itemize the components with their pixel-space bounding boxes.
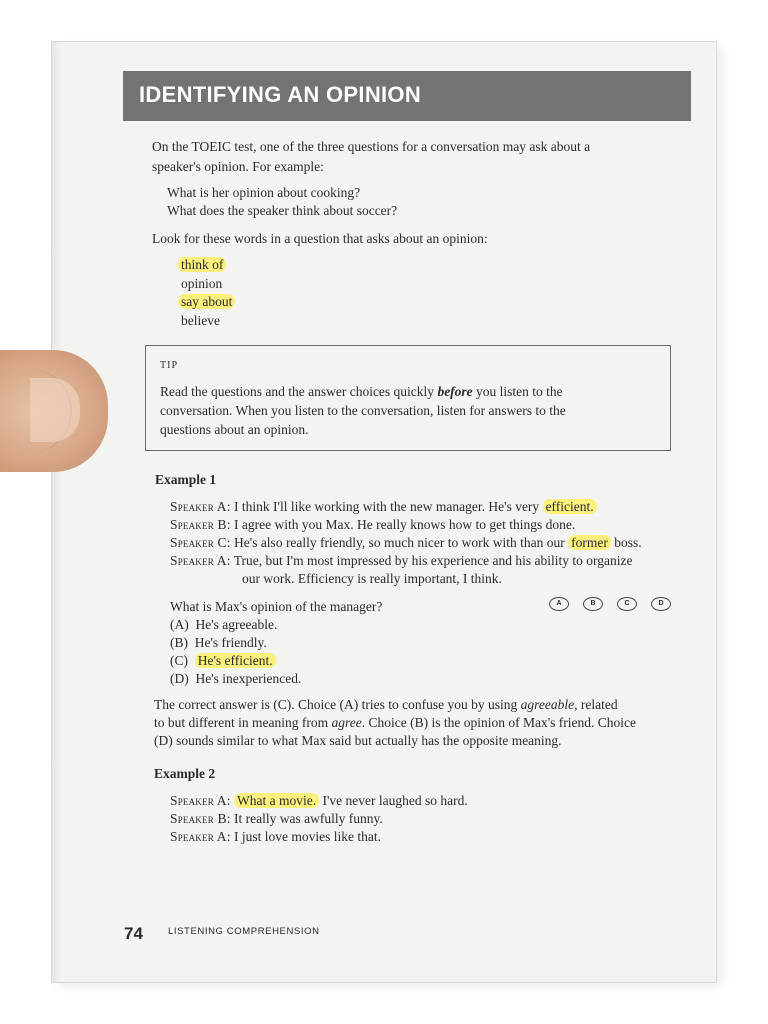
answer-bubble-d[interactable]: D: [651, 597, 671, 611]
highlighted-word: former: [568, 535, 611, 550]
tip-text: Read the questions and the answer choices quickly: [160, 384, 438, 399]
choice-letter: (B): [170, 635, 188, 650]
example-1-question: What is Max's opinion of the manager?: [170, 599, 383, 614]
dialogue-text: I just love movies like that.: [234, 829, 381, 844]
example-question-1: What is her opinion about cooking?: [167, 185, 361, 200]
speaker-label: Speaker A:: [170, 829, 231, 844]
choice-text-highlighted: He's efficient.: [195, 653, 276, 668]
dialogue-text: He's also really friendly, so much nicer to work with than our: [234, 535, 569, 550]
tip-emphasis: before: [437, 384, 473, 399]
tip-line-2: conversation. When you listen to the conversation, listen for answers to the: [160, 403, 566, 418]
dialogue-line: [170, 534, 642, 552]
answer-bubble-b[interactable]: B: [583, 597, 603, 611]
dialogue-text: I think I'll like working with the new manager. He's very: [234, 499, 543, 514]
choice-text: He's friendly.: [194, 635, 267, 650]
intro-line-2: speaker's opinion. For example:: [152, 159, 324, 174]
keyword-opinion: opinion: [181, 276, 223, 291]
explanation-text: The correct answer is (C). Choice (A) tries to confuse you by using: [154, 697, 521, 712]
dialogue-text: It really was awfully funny.: [234, 811, 383, 826]
example-1-title: Example 1: [155, 472, 217, 487]
keyword-think-of: [178, 256, 226, 274]
answer-choice: [170, 634, 267, 652]
section-title: IDENTIFYING AN OPINION: [139, 82, 422, 107]
choice-text: He's inexperienced.: [195, 671, 302, 686]
thumb-nail: [30, 378, 80, 442]
dialogue-line-continued: our work. Efficiency is really important, I think.: [242, 571, 502, 586]
section-footer-label: LISTENING COMPREHENSION: [168, 926, 320, 937]
tip-box: [145, 345, 671, 451]
tip-text: you listen to the: [472, 384, 563, 399]
speaker-label: Speaker A:: [170, 553, 231, 568]
speaker-label: Speaker A:: [170, 793, 231, 808]
explanation-text: , related: [574, 697, 618, 712]
page-number: 74: [124, 924, 143, 943]
answer-choice: [170, 616, 277, 634]
explanation-line-1: [154, 696, 618, 714]
explanation-line-2: [154, 714, 636, 732]
explanation-text: . Choice (B) is the opinion of Max's friend. Choice: [361, 715, 636, 730]
tip-line-3: questions about an opinion.: [160, 422, 309, 437]
keyword-highlight: think of: [178, 257, 226, 272]
dialogue-line: [170, 828, 381, 846]
dialogue-line: [170, 792, 468, 810]
explanation-text: to but different in meaning from: [154, 715, 332, 730]
choice-text: He's agreeable.: [195, 617, 278, 632]
dialogue-text: True, but I'm most impressed by his experience and his ability to organize: [233, 553, 633, 568]
choice-letter: (D): [170, 671, 189, 686]
dialogue-line: [170, 552, 633, 570]
thumb-holding-page: [0, 350, 108, 472]
highlighted-word: efficient.: [543, 499, 597, 514]
dialogue-text: I've never laughed so hard.: [319, 793, 468, 808]
keyword-highlight: say about: [178, 294, 235, 309]
speaker-label: Speaker C:: [170, 535, 231, 550]
page-spine-shadow: [52, 42, 62, 982]
answer-bubbles: [549, 597, 671, 611]
speaker-label: Speaker A:: [170, 499, 231, 514]
answer-bubble-c[interactable]: C: [617, 597, 637, 611]
explanation-line-3: (D) sounds similar to what Max said but actually has the opposite meaning.: [154, 733, 562, 748]
choice-letter: (C): [170, 653, 188, 668]
book-page: [52, 42, 716, 982]
choice-letter: (A): [170, 617, 189, 632]
intro-line-1: On the TOEIC test, one of the three questions for a conversation may ask about a: [152, 139, 591, 154]
tip-label: TIP: [160, 360, 178, 371]
keyword-believe: believe: [181, 313, 220, 328]
example-question-2: What does the speaker think about soccer?: [167, 203, 398, 218]
answer-choice: [170, 670, 301, 688]
tip-line-1: [160, 384, 563, 400]
answer-choice: [170, 652, 276, 670]
speaker-label: Speaker B:: [170, 517, 231, 532]
lookfor-line: Look for these words in a question that asks about an opinion:: [152, 231, 488, 246]
dialogue-text: boss.: [610, 535, 642, 550]
dialogue-line: [170, 498, 597, 516]
keyword-say-about: [178, 293, 235, 311]
dialogue-line: [170, 810, 383, 828]
example-2-title: Example 2: [154, 766, 216, 781]
explanation-emphasis: agree: [331, 715, 362, 730]
section-header-bar: [123, 71, 691, 121]
explanation-emphasis: agreeable: [520, 697, 575, 712]
answer-bubble-a[interactable]: A: [549, 597, 569, 611]
dialogue-text: I agree with you Max. He really knows how to get things done.: [234, 517, 576, 532]
highlighted-phrase: What a movie.: [234, 793, 319, 808]
dialogue-line: [170, 516, 575, 534]
bleed-through-text: [462, 172, 465, 187]
speaker-label: Speaker B:: [170, 811, 231, 826]
